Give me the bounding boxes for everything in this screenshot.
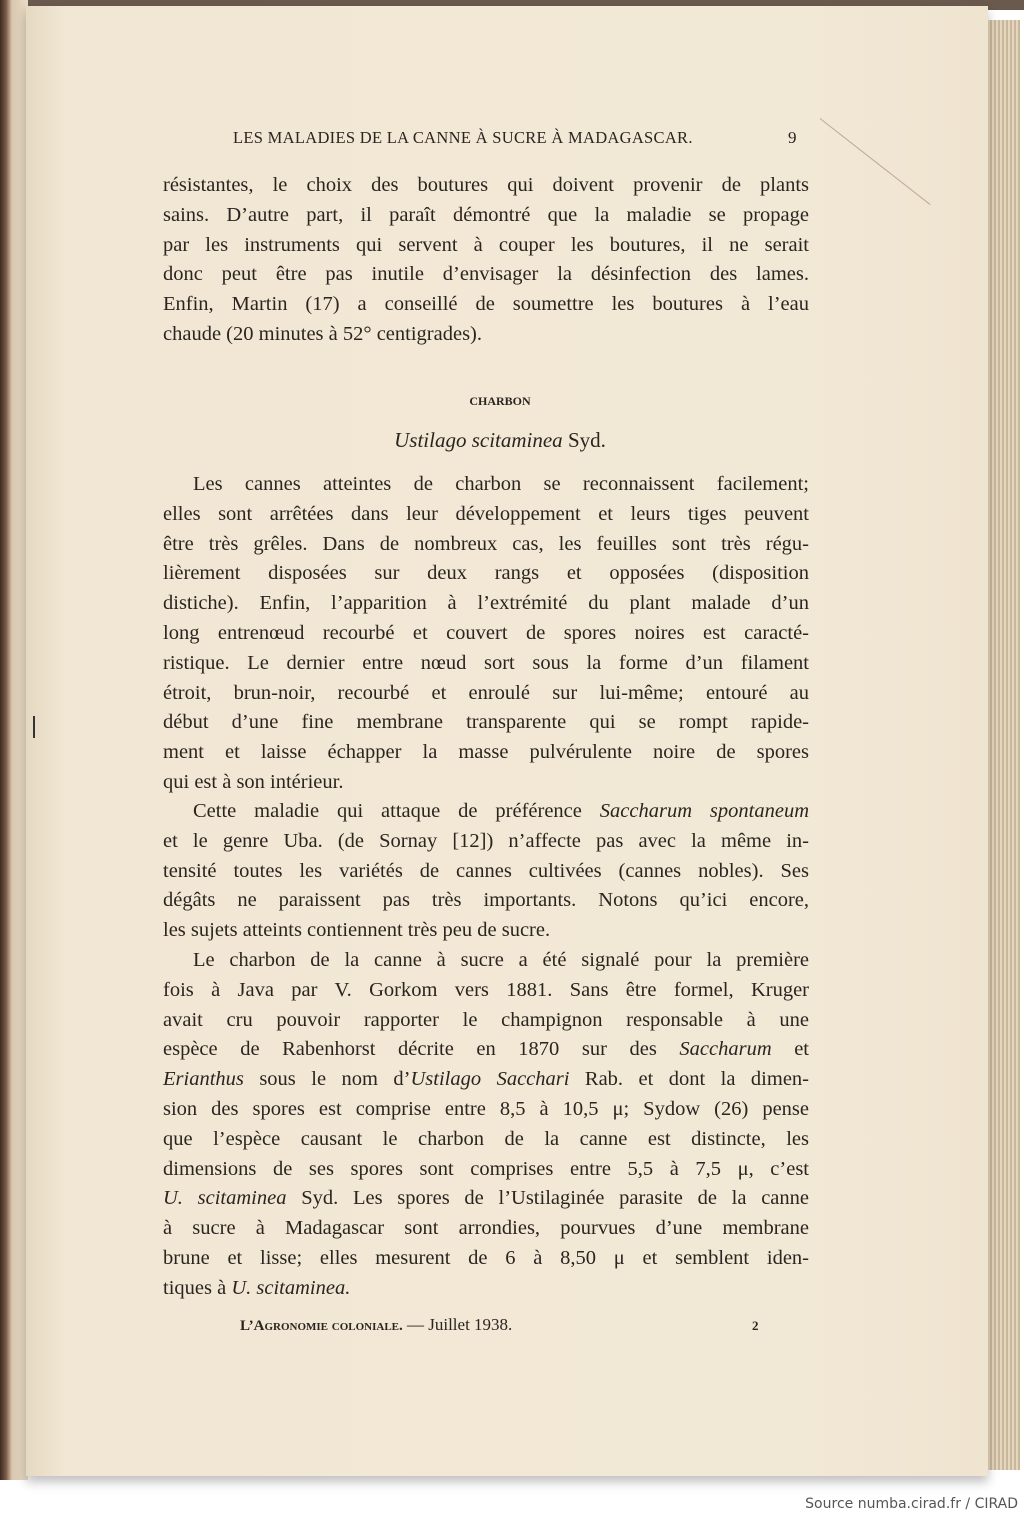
text-segment: sous le nom d’ — [243, 1068, 411, 1091]
text-line — [163, 1125, 809, 1153]
text-segment: fois à Java par V. Gorkom vers 1881. Sans être formel, Kruger — [163, 978, 809, 1001]
text-line — [163, 619, 809, 647]
text-line — [163, 886, 809, 914]
text-line — [163, 589, 809, 617]
italic-text: Ustilago Sacchari — [410, 1068, 570, 1091]
text-line — [193, 797, 809, 825]
text-segment: par les instruments qui servent à couper les boutures, il ne serait — [163, 233, 809, 256]
text-line — [193, 946, 809, 974]
text-line — [163, 231, 809, 259]
signature-mark: 2 — [752, 1318, 759, 1333]
section-title: CHARBON — [469, 394, 531, 408]
text-line — [163, 857, 809, 885]
text-segment: Les cannes atteintes de charbon se reconnaissent facilement; — [193, 473, 809, 495]
footer — [240, 1315, 512, 1335]
text-segment: et le genre Uba. (de Sornay [12]) n’affecte pas avec la même in- — [163, 829, 809, 852]
text-line — [163, 1095, 809, 1123]
text-segment: chaude (20 minutes à 52° centigrades). — [163, 323, 483, 345]
species-name: Ustilago scitaminea — [394, 428, 563, 452]
text-line — [163, 559, 809, 587]
italic-text: U. scitaminea. — [231, 1276, 351, 1299]
text-segment: avait cru pouvoir rapporter le champignon responsable à une — [163, 1008, 809, 1031]
text-line — [163, 916, 809, 944]
text-segment: résistantes, le choix des boutures qui doivent provenir de plants — [163, 174, 809, 196]
text-line — [163, 679, 809, 707]
italic-text: Saccharum — [679, 1038, 772, 1061]
text-segment: à sucre à Madagascar sont arrondies, pourvues d’une membrane — [163, 1217, 809, 1240]
text-line — [163, 171, 809, 199]
text-segment: dimensions de ses spores sont comprises entre 5,5 à 7,5 μ, c’est — [163, 1157, 809, 1180]
source-credit: Source numba.cirad.fr / CIRAD — [805, 1496, 1018, 1512]
page-stack-edge — [986, 20, 1020, 1470]
text-line — [163, 768, 809, 796]
text-line — [163, 320, 809, 348]
text-segment: espèce de Rabenhorst décrite en 1870 sur des — [163, 1038, 680, 1061]
text-segment: dégâts ne paraissent pas très importants. Notons qu’ici encore, — [163, 889, 809, 912]
text-segment: lièrement disposées sur deux rangs et opposées (disposition — [163, 562, 809, 585]
text-segment: Syd. Les spores de l’Ustilaginée parasite de la canne — [286, 1187, 810, 1210]
text-line — [163, 738, 809, 766]
text-line — [163, 290, 809, 318]
species-author: Syd. — [562, 428, 606, 452]
text-line — [193, 470, 809, 498]
text-line — [163, 708, 809, 736]
text-segment: Enfin, Martin (17) a conseillé de soumettre les boutures à l’eau — [163, 293, 809, 316]
text-line — [163, 976, 809, 1004]
text-segment: les sujets atteints contiennent très peu de sucre. — [163, 919, 551, 942]
text-segment: donc peut être pas inutile d’envisager la désinfection des lames. — [163, 263, 809, 286]
text-line — [163, 1274, 809, 1302]
text-line — [163, 827, 809, 855]
text-segment: être très grêles. Dans de nombreux cas, les feuilles sont très régu- — [163, 532, 809, 555]
text-segment: distiche). Enfin, l’apparition à l’extrémité du plant malade d’un — [163, 592, 809, 615]
text-line — [163, 1155, 809, 1183]
text-line — [163, 530, 809, 558]
running-header: LES MALADIES DE LA CANNE À SUCRE À MADAGASCAR. — [233, 128, 693, 147]
text-line — [163, 649, 809, 677]
text-segment: Le charbon de la canne à sucre a été signalé pour la première — [193, 949, 809, 971]
text-segment: Rab. et dont la dimen- — [569, 1068, 809, 1091]
text-segment: Cette maladie qui attaque de préférence — [193, 800, 600, 822]
issue-date: — Juillet 1938. — [402, 1315, 513, 1334]
text-line — [163, 260, 809, 288]
text-line — [163, 201, 809, 229]
text-segment: que l’espèce causant le charbon de la canne est distincte, les — [163, 1127, 809, 1150]
margin-mark — [33, 716, 35, 738]
text-segment: tensité toutes les variétés de cannes cultivées (cannes nobles). Ses — [163, 859, 809, 882]
italic-text: U. scitaminea — [163, 1187, 287, 1210]
text-line — [163, 1065, 809, 1093]
text-segment: qui est à son intérieur. — [163, 771, 344, 793]
text-segment: et — [771, 1038, 810, 1061]
italic-text: Erianthus — [163, 1068, 244, 1091]
text-segment: étroit, brun-noir, recourbé et enroulé sur lui-même; entouré au — [163, 681, 809, 704]
text-segment: elles sont arrêtées dans leur développement et leurs tiges peuvent — [163, 502, 809, 525]
journal-name: L’Agronomie coloniale. — [240, 1318, 403, 1334]
text-line — [163, 1244, 809, 1272]
italic-text: Saccharum spontaneum — [599, 800, 809, 822]
left-page-edge — [0, 0, 28, 1480]
text-segment: ristique. Le dernier entre nœud sort sous la forme d’un filament — [163, 651, 809, 674]
text-segment: début d’une fine membrane transparente qui se rompt rapide- — [163, 711, 809, 734]
text-segment: ment et laisse échapper la masse pulvérulente noire de spores — [163, 741, 809, 764]
page-number: 9 — [788, 128, 797, 147]
text-line — [163, 1006, 809, 1034]
text-segment: brune et lisse; elles mesurent de 6 à 8,50 μ et semblent iden- — [163, 1247, 809, 1269]
text-line — [163, 1035, 809, 1063]
text-segment: sains. D’autre part, il paraît démontré que la maladie se propage — [163, 203, 809, 226]
text-segment: sion des spores est comprise entre 8,5 à 10,5 μ; Sydow (26) pense — [163, 1098, 809, 1120]
species-title — [0, 428, 1000, 453]
text-segment: tiques à — [163, 1276, 232, 1299]
text-segment: long entrenœud recourbé et couvert de spores noires est caracté- — [163, 622, 809, 644]
text-line — [163, 500, 809, 528]
text-line — [163, 1214, 809, 1242]
text-line — [163, 1184, 809, 1212]
